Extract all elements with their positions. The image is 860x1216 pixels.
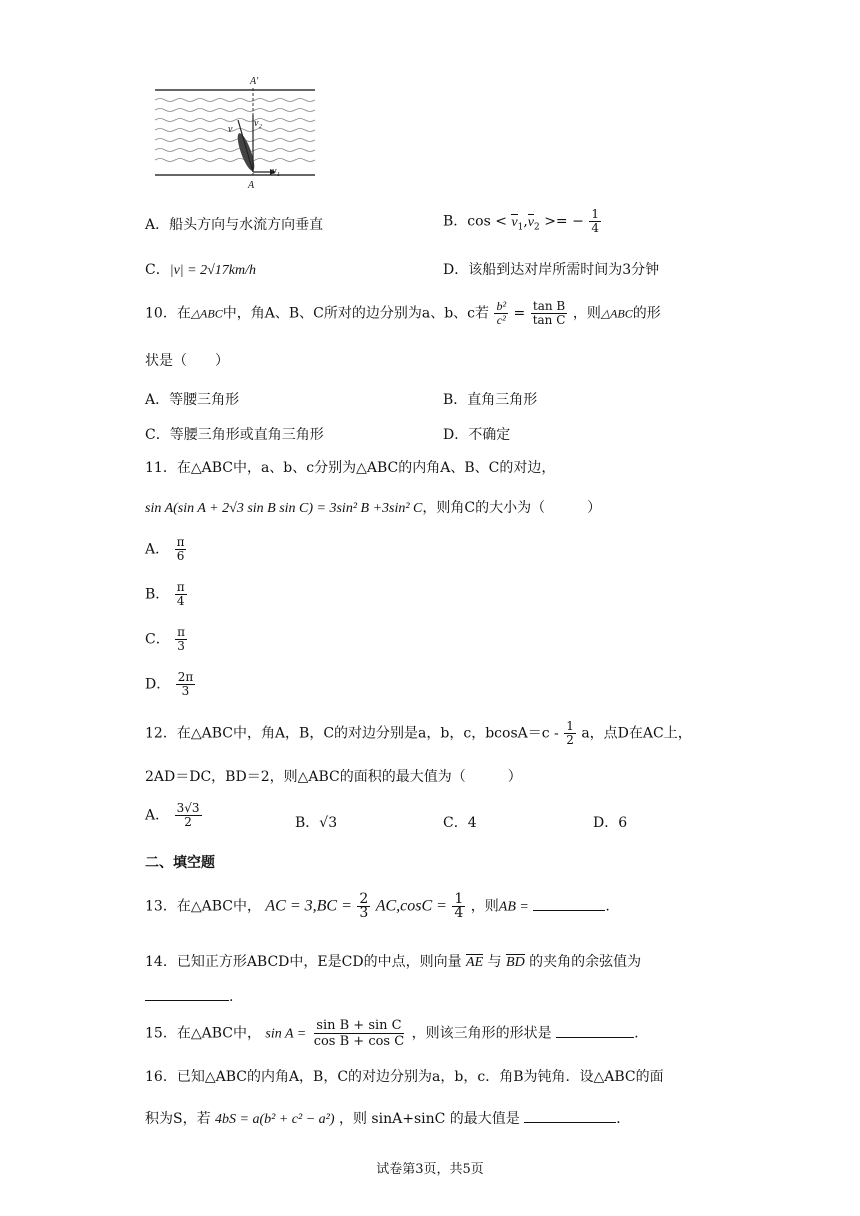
q11-option-c: C． $\frac{\pi}{3}$ xyxy=(145,625,186,653)
q15-answer-blank[interactable] xyxy=(556,1037,634,1038)
section-heading: 二、填空题 xyxy=(145,855,215,871)
page-footer: 试卷第3页，共5页 xyxy=(376,1162,484,1177)
q15-stem: 15．在△ABC中， sin A = $\frac{\text{sin B + sin C}}{\text{cos B + cos C}}$ ，则该三角形的形状是 . xyxy=(145,1018,639,1049)
q12-stem-line2: 2AD＝DC，BD＝2，则△ABC的面积的最大值为（ ） xyxy=(145,769,522,785)
q16-answer-blank[interactable] xyxy=(524,1122,616,1123)
q11-option-d: D． $\frac{2\pi}{3}$ xyxy=(145,670,194,698)
q12-stem-line1: 12．在△ABC中，角A，B，C的对边分别是a，b，c，bcosA＝c - $\frac{1}{2}$ a，点D在AC上， xyxy=(145,719,692,747)
q10-option-d: D．不确定 xyxy=(443,427,511,443)
q11-stem-line2: sin A(sin A + 2√3 sin B sin C) = 3sin² B +3sin² C，则角C的大小为（ ） xyxy=(145,500,602,516)
q11-option-a: A． $\frac{\pi}{6}$ xyxy=(145,535,185,563)
q13-answer-blank[interactable] xyxy=(533,910,605,911)
q9-option-b: B．$\cos < v_1,v_2$ >= − $\frac{1}{4}$ xyxy=(443,207,599,235)
q11-option-b: B． $\frac{\pi}{4}$ xyxy=(145,580,185,608)
q12-option-d: D．6 xyxy=(593,815,628,831)
q12-option-c: C．4 xyxy=(443,815,477,831)
q11-stem-line1: 11．在△ABC中，a、b、c分别为△ABC的内角A、B、C的对边， xyxy=(145,460,556,476)
q10-stem-line2: 状是（ ） xyxy=(145,353,229,369)
q14-stem-line2: . xyxy=(145,989,233,1005)
q10-stem-line1: 10．在△ABC中，角A、B、C所对的边分别为a、b、c若 $\frac{\text{b²}}{\text{c²}}$ = $\frac{\text{tan B}}{\text{tan C}}$ ，则△ABC的形 xyxy=(145,299,661,327)
q10-option-c: C．等腰三角形或直角三角形 xyxy=(145,427,324,443)
q12-option-a: A． $\frac{3√3}{2}$ xyxy=(145,801,200,829)
q12-option-b: B．√3 xyxy=(295,815,338,831)
river-boat-figure xyxy=(150,80,320,190)
q9-option-a: A．船头方向与水流方向垂直 xyxy=(145,217,324,233)
q16-stem-line1: 16．已知△ABC的内角A，B，C的对边分别为a，b，c．角B为钝角．设△ABC的面 xyxy=(145,1069,664,1085)
q14-vector-ae: AE xyxy=(466,955,484,970)
q9-option-d: D．该船到达对岸所需时间为3分钟 xyxy=(443,262,660,278)
q10-option-a: A．等腰三角形 xyxy=(145,392,240,408)
q13-stem: 13．在△ABC中， AC = 3,BC = $\frac{2}{3}$ AC,cosC = $\frac{1}{4}$ ，则AB = . xyxy=(145,891,610,921)
q16-stem-line2: 积为S，若 4bS = a(b² + c² − a²) ，则 sinA+sinC 的最大值是 ． xyxy=(145,1111,631,1127)
figure-label-v: v xyxy=(228,124,233,135)
figure-label-top: A' xyxy=(250,76,259,87)
q10-option-b: B．直角三角形 xyxy=(443,392,538,408)
figure-label-bottom: A xyxy=(248,180,255,191)
q14-vector-bd: BD xyxy=(506,955,525,970)
q14-stem-line1: 14．已知正方形ABCD中，E是CD的中点，则向量 AE 与 BD 的夹角的余弦值为 xyxy=(145,954,642,970)
q14-answer-blank[interactable] xyxy=(145,1000,229,1001)
q9-option-c: C．|v| = 2√17km/h xyxy=(145,262,256,278)
figure-label-v1: v₁ xyxy=(272,166,280,177)
figure-label-v2: v₂ xyxy=(254,118,262,129)
